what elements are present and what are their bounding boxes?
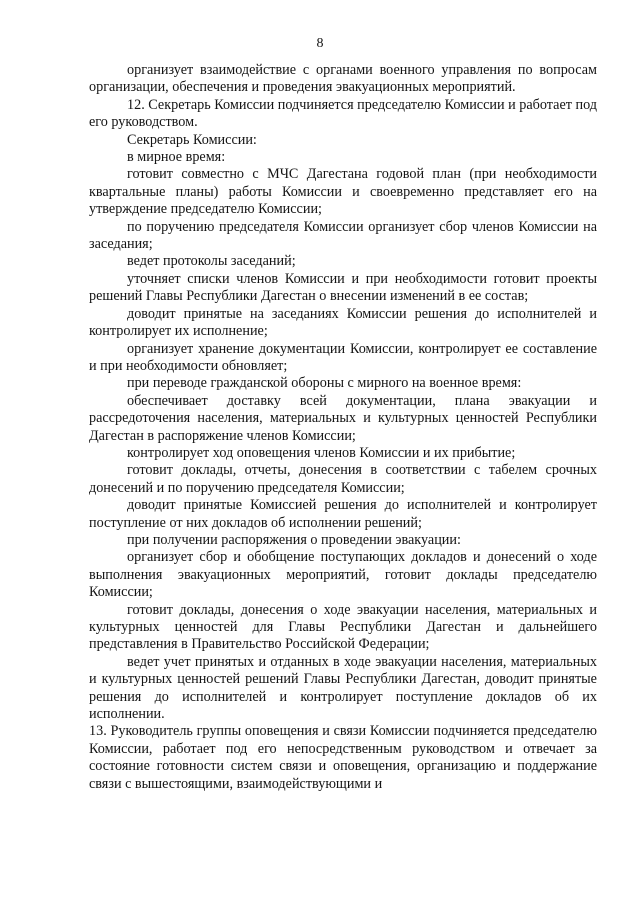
paragraph: обеспечивает доставку всей документации, плана эвакуации и рассредоточения населения, материальных и культурных ценностей Республики Дагестан в распоряжение членов Комиссии;	[89, 392, 597, 444]
page-number: 8	[316, 36, 324, 51]
body-text	[89, 62, 597, 793]
paragraph: при переводе гражданской обороны с мирного на военное время:	[127, 375, 522, 392]
paragraph: организует хранение документации Комиссии, контролирует ее составление и при необходимости обновляет;	[89, 340, 597, 374]
paragraph: контролирует ход оповещения членов Комиссии и их прибытие;	[127, 444, 516, 461]
paragraph: по поручению председателя Комиссии организует сбор членов Комиссии на заседания;	[89, 218, 597, 253]
paragraph: готовит доклады, донесения о ходе эвакуации населения, материальных и культурных ценностей для Главы Республики Дагестан и дальнейшего представления в Правительство Российской Федерации;	[89, 601, 597, 653]
paragraph: 12. Секретарь Комиссии подчиняется председателю Комиссии и работает под его руководством.	[89, 96, 597, 131]
paragraph: организует взаимодействие с органами военного управления по вопросам организации, обеспечения и проведения эвакуационных мероприятий.	[89, 62, 597, 96]
paragraph: уточняет списки членов Комиссии и при необходимости готовит проекты решений Главы Республики Дагестан о внесении изменений в ее состав;	[89, 270, 597, 305]
paragraph: 13. Руководитель группы оповещения и связи Комиссии подчиняется председателю Комиссии, работает под его непосредственным руководством и отвечает за состояние готовности систем связи и оповещения, организацию и поддержание связи с вышестоящими, взаимодействующими и	[89, 723, 597, 792]
paragraph: ведет протоколы заседаний;	[127, 253, 296, 270]
paragraph: ведет учет принятых и отданных в ходе эвакуации населения, материальных и культурных ценностей решений Главы Республики Дагестан, доводит принятые решения до исполнителей и контролирует поступление докладов об их исполнении.	[89, 653, 597, 723]
paragraph: доводит принятые Комиссией решения до исполнителей и контролирует поступление от них докладов об исполнении решений;	[89, 497, 597, 531]
paragraph: доводит принятые на заседаниях Комиссии решения до исполнителей и контролирует их исполнение;	[89, 305, 597, 340]
paragraph: при получении распоряжения о проведении эвакуации:	[127, 531, 461, 548]
paragraph: в мирное время:	[127, 149, 226, 166]
paragraph: организует сбор и обобщение поступающих докладов и донесений о ходе выполнения эвакуационных мероприятий, готовит доклады председателю Комиссии;	[89, 549, 597, 601]
paragraph: готовит доклады, отчеты, донесения в соответствии с табелем срочных донесений и по поручению председателя Комиссии;	[89, 462, 597, 496]
paragraph: готовит совместно с МЧС Дагестана годовой план (при необходимости квартальные планы) работы Комиссии и своевременно представляет его на утверждение председателю Комиссии;	[89, 166, 597, 218]
paragraph: Секретарь Комиссии:	[127, 131, 257, 148]
